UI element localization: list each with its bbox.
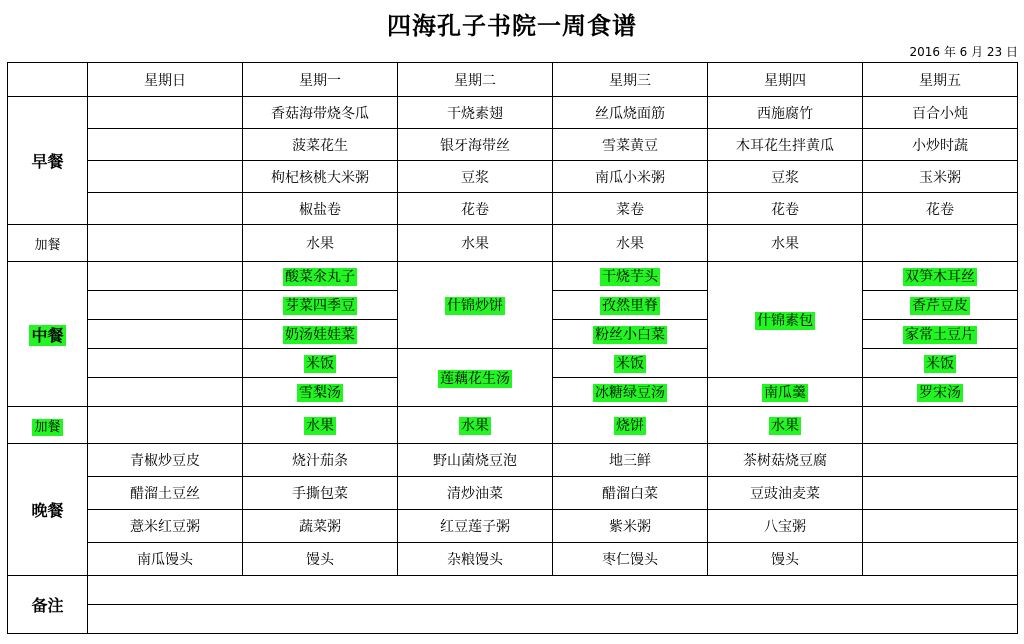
menu-cell <box>243 378 398 407</box>
menu-cell <box>863 444 1018 477</box>
dish: 香芹豆皮 <box>912 298 968 314</box>
menu-cell <box>863 262 1018 291</box>
header-sun: 星期日 <box>88 63 243 97</box>
breakfast-row <box>8 161 1018 193</box>
snack-label <box>8 407 88 444</box>
menu-cell: 馒头 <box>708 543 863 576</box>
dish: 米饭 <box>616 356 644 372</box>
snack-label: 加餐 <box>8 225 88 262</box>
dish: 雪梨汤 <box>299 385 341 401</box>
dinner-row <box>8 477 1018 510</box>
dish: 米饭 <box>306 356 334 372</box>
menu-cell <box>88 320 243 349</box>
menu-cell <box>88 291 243 320</box>
snack-label-text: 加餐 <box>34 419 61 435</box>
menu-cell <box>88 97 243 129</box>
dish: 奶汤娃娃菜 <box>285 327 355 343</box>
menu-cell <box>553 262 708 291</box>
menu-cell: 干烧素翅 <box>398 97 553 129</box>
dish: 孜然里脊 <box>602 298 658 314</box>
menu-cell <box>398 262 553 349</box>
menu-cell: 豆浆 <box>398 161 553 193</box>
menu-cell: 南瓜小米粥 <box>553 161 708 193</box>
dish: 家常土豆片 <box>905 327 975 343</box>
menu-cell <box>553 407 708 444</box>
dish: 芽菜四季豆 <box>285 298 355 314</box>
menu-cell: 椒盐卷 <box>243 193 398 225</box>
menu-cell: 野山菌烧豆泡 <box>398 444 553 477</box>
notes-row <box>8 576 1018 605</box>
menu-cell: 紫米粥 <box>553 510 708 543</box>
menu-cell: 水果 <box>243 225 398 262</box>
menu-cell <box>88 262 243 291</box>
dish: 水果 <box>461 418 489 434</box>
menu-cell: 菠菜花生 <box>243 129 398 161</box>
menu-cell: 西施腐竹 <box>708 97 863 129</box>
menu-cell: 枸杞核桃大米粥 <box>243 161 398 193</box>
dish: 南瓜羹 <box>764 385 806 401</box>
breakfast-row <box>8 193 1018 225</box>
menu-cell <box>863 543 1018 576</box>
menu-cell: 醋溜土豆丝 <box>88 477 243 510</box>
notes-row <box>8 605 1018 634</box>
header-row <box>8 63 1018 97</box>
menu-cell <box>863 378 1018 407</box>
dish: 双笋木耳丝 <box>905 269 975 285</box>
menu-cell: 豆浆 <box>708 161 863 193</box>
menu-cell: 木耳花生拌黄瓜 <box>708 129 863 161</box>
menu-cell: 青椒炒豆皮 <box>88 444 243 477</box>
menu-cell: 地三鲜 <box>553 444 708 477</box>
menu-cell: 花卷 <box>863 193 1018 225</box>
menu-cell: 红豆莲子粥 <box>398 510 553 543</box>
menu-table <box>7 62 1018 634</box>
header-wed: 星期三 <box>553 63 708 97</box>
dish: 米饭 <box>926 356 954 372</box>
menu-cell: 薏米红豆粥 <box>88 510 243 543</box>
dish: 冰糖绿豆汤 <box>595 385 665 401</box>
menu-cell: 茶树菇烧豆腐 <box>708 444 863 477</box>
menu-cell: 南瓜馒头 <box>88 543 243 576</box>
lunch-label-text: 中餐 <box>31 325 64 345</box>
dish: 粉丝小白菜 <box>595 327 665 343</box>
menu-cell: 豆豉油麦菜 <box>708 477 863 510</box>
dinner-row <box>8 510 1018 543</box>
menu-cell <box>863 320 1018 349</box>
date-label: 2016 年 6 月 23 日 <box>909 45 1018 59</box>
menu-cell <box>863 477 1018 510</box>
menu-cell <box>88 129 243 161</box>
menu-cell <box>88 378 243 407</box>
dish: 莲藕花生汤 <box>440 370 510 387</box>
menu-cell: 水果 <box>398 225 553 262</box>
header-fri: 星期五 <box>863 63 1018 97</box>
corner-cell <box>8 63 88 97</box>
menu-cell <box>88 407 243 444</box>
menu-cell: 八宝粥 <box>708 510 863 543</box>
menu-cell <box>863 225 1018 262</box>
menu-cell <box>553 320 708 349</box>
header-thu: 星期四 <box>708 63 863 97</box>
page-title: 四海孔子书院一周食谱 <box>387 12 637 40</box>
menu-cell <box>243 291 398 320</box>
menu-cell: 杂粮馒头 <box>398 543 553 576</box>
menu-cell <box>243 349 398 378</box>
notes-label: 备注 <box>8 576 88 634</box>
menu-cell <box>398 407 553 444</box>
menu-cell: 枣仁馒头 <box>553 543 708 576</box>
menu-cell: 花卷 <box>708 193 863 225</box>
menu-cell: 雪菜黄豆 <box>553 129 708 161</box>
menu-cell: 花卷 <box>398 193 553 225</box>
dinner-label: 晚餐 <box>8 444 88 576</box>
dish: 烧饼 <box>616 418 644 434</box>
menu-cell: 醋溜白菜 <box>553 477 708 510</box>
menu-cell: 馒头 <box>243 543 398 576</box>
lunch-label <box>8 262 88 407</box>
lunch-row <box>8 262 1018 291</box>
menu-cell: 菜卷 <box>553 193 708 225</box>
menu-cell: 水果 <box>708 225 863 262</box>
dish: 什锦炒饼 <box>447 298 503 314</box>
menu-cell: 蔬菜粥 <box>243 510 398 543</box>
menu-cell: 小炒时蔬 <box>863 129 1018 161</box>
menu-cell <box>88 161 243 193</box>
dish: 水果 <box>306 418 334 434</box>
menu-cell: 百合小炖 <box>863 97 1018 129</box>
menu-cell: 烧汁茄条 <box>243 444 398 477</box>
breakfast-row <box>8 129 1018 161</box>
menu-cell <box>88 225 243 262</box>
notes-cell <box>88 605 1018 634</box>
menu-cell <box>863 349 1018 378</box>
menu-cell <box>708 378 863 407</box>
menu-cell: 香菇海带烧冬瓜 <box>243 97 398 129</box>
snack-row <box>8 407 1018 444</box>
menu-cell <box>88 349 243 378</box>
menu-cell <box>243 262 398 291</box>
dish: 酸菜氽丸子 <box>285 269 355 285</box>
menu-cell <box>243 320 398 349</box>
menu-cell <box>553 291 708 320</box>
notes-cell <box>88 576 1018 605</box>
breakfast-label: 早餐 <box>8 97 88 225</box>
menu-cell <box>553 349 708 378</box>
dish: 干烧芋头 <box>602 269 658 285</box>
menu-cell: 丝瓜烧面筋 <box>553 97 708 129</box>
menu-cell: 银牙海带丝 <box>398 129 553 161</box>
menu-cell <box>398 349 553 407</box>
menu-cell <box>708 262 863 378</box>
menu-cell <box>553 378 708 407</box>
menu-cell <box>863 510 1018 543</box>
menu-cell <box>863 407 1018 444</box>
menu-cell: 水果 <box>553 225 708 262</box>
header-tue: 星期二 <box>398 63 553 97</box>
dish: 水果 <box>771 418 799 434</box>
menu-cell <box>708 407 863 444</box>
snack-row <box>8 225 1018 262</box>
menu-cell: 手撕包菜 <box>243 477 398 510</box>
dish: 什锦素包 <box>757 312 813 329</box>
menu-cell: 清炒油菜 <box>398 477 553 510</box>
lunch-row <box>8 349 1018 378</box>
dinner-row <box>8 543 1018 576</box>
header-mon: 星期一 <box>243 63 398 97</box>
menu-cell <box>243 407 398 444</box>
dinner-row <box>8 444 1018 477</box>
dish: 罗宋汤 <box>919 385 961 401</box>
menu-cell <box>863 291 1018 320</box>
breakfast-row <box>8 97 1018 129</box>
menu-cell <box>88 193 243 225</box>
menu-cell: 玉米粥 <box>863 161 1018 193</box>
